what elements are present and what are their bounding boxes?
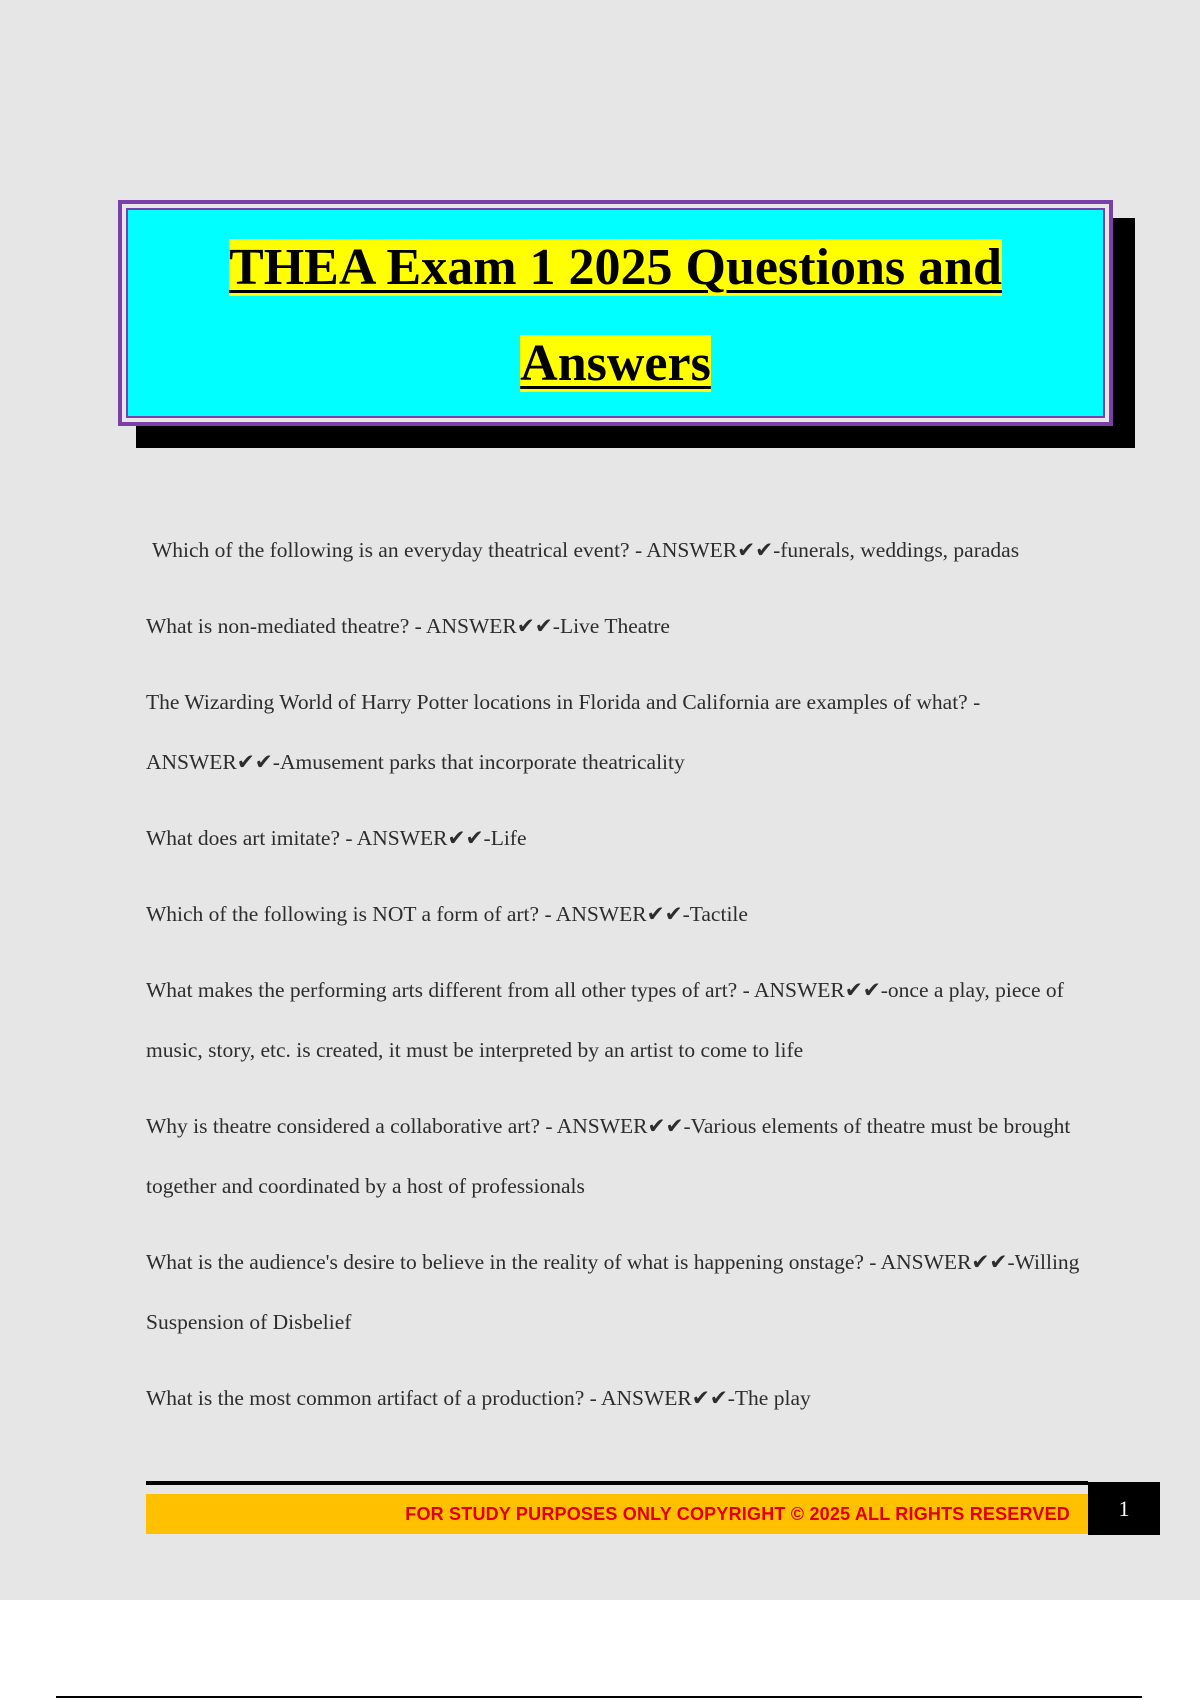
qa-item: What is the most common artifact of a production? - ANSWER✔✔-The play (146, 1386, 811, 1410)
qa-item: Which of the following is an everyday theatrical event? - ANSWER✔✔-funerals, weddings, paradas (152, 538, 1020, 562)
title-box (118, 200, 1113, 426)
bottom-rule (56, 1696, 1142, 1698)
title-line-2: Answers (520, 335, 711, 392)
qa-item: What is the audience's desire to believe in the reality of what is happening onstage? - ANSWER✔✔-Willing Suspension of Disbelief (146, 1250, 1080, 1334)
copyright-notice: FOR STUDY PURPOSES ONLY COPYRIGHT © 2025 ALL RIGHTS RESERVED (405, 1504, 1070, 1524)
title-line-1: THEA Exam 1 2025 Questions and (229, 239, 1002, 296)
qa-list (146, 520, 1096, 1444)
qa-item: What is non-mediated theatre? - ANSWER✔✔-Live Theatre (146, 614, 670, 638)
qa-item: Which of the following is NOT a form of art? - ANSWER✔✔-Tactile (146, 902, 748, 926)
qa-item: What does art imitate? - ANSWER✔✔-Life (146, 826, 527, 850)
document-title (128, 220, 1103, 412)
page-number-box (1088, 1482, 1160, 1535)
page-number: 1 (1118, 1496, 1130, 1521)
footer-rule (146, 1481, 1088, 1485)
title-fill (128, 210, 1103, 416)
qa-item: What makes the performing arts different from all other types of art? - ANSWER✔✔-once a play, piece of music, story, etc. is created, it must be interpreted by an artist to come to life (146, 978, 1064, 1062)
qa-item: The Wizarding World of Harry Potter locations in Florida and California are examples of what? - ANSWER✔✔-Amusement parks that incorporate theatricality (146, 690, 981, 774)
footer-bar (146, 1494, 1088, 1534)
qa-item: Why is theatre considered a collaborative art? - ANSWER✔✔-Various elements of theatre must be brought together and coordinated by a host of professionals (146, 1114, 1071, 1198)
